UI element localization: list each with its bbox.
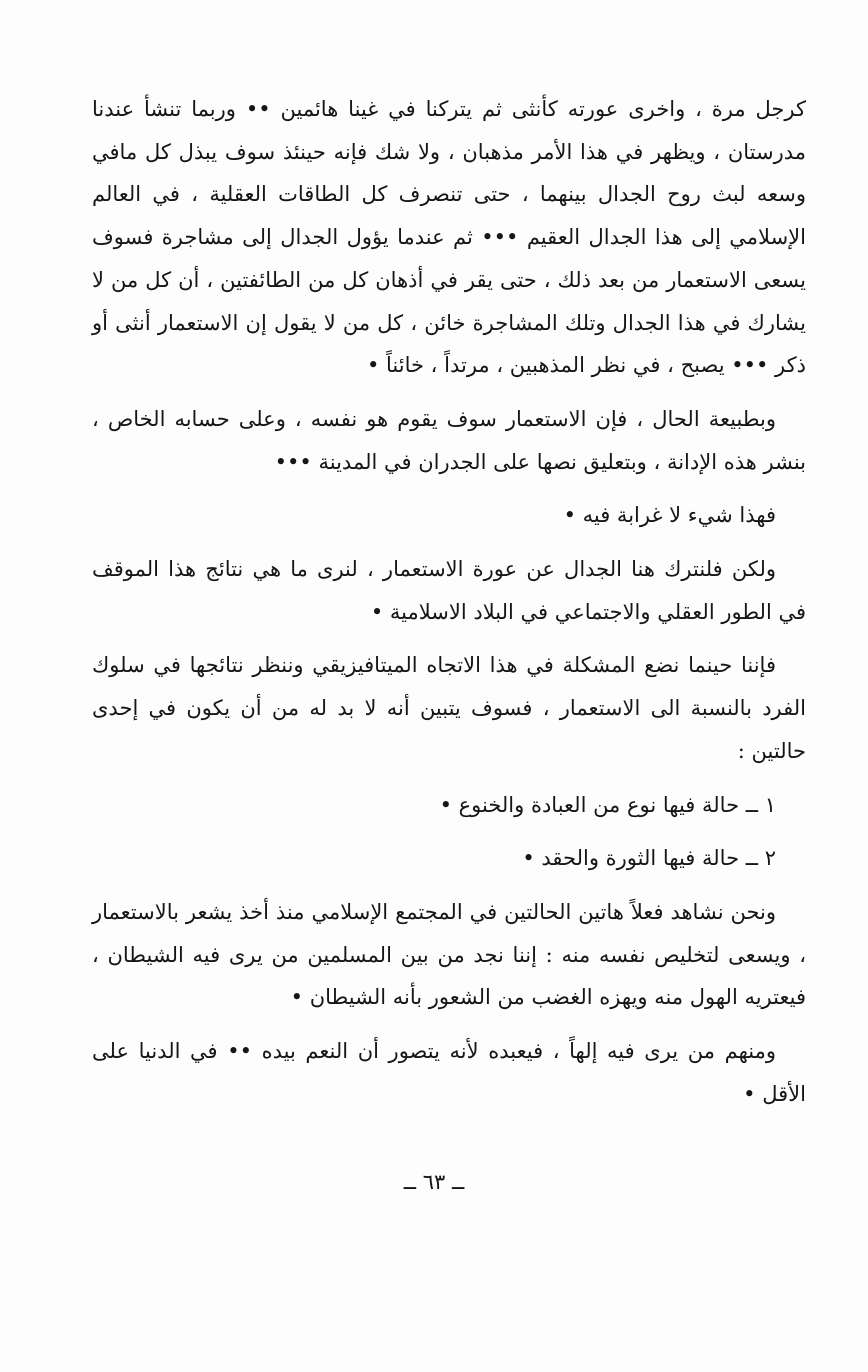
page-number: ــ ٦٣ ــ — [403, 1170, 465, 1194]
paragraph-6: ونحن نشاهد فعلاً هاتين الحالتين في المجتمع الإسلامي منذ أخذ يشعر بالاستعمار ، ويسعى لتخليص نفسه منه : إننا نجد من بين المسلمين من يرى فيه الشيطان ، فيعتريه الهول منه ويهزه الغضب من الشعور بأنه الشيطان • — [92, 899, 806, 1010]
body-text — [92, 88, 806, 1126]
paragraph-7: ومنهم من يرى فيه إلهاً ، فيعبده لأنه يتصور أن النعم بيده •• في الدنيا على الأقل • — [92, 1039, 806, 1106]
paragraph-3: فهذا شيء لا غرابة فيه • — [563, 503, 776, 528]
list-item-1: ١ ــ حالة فيها نوع من العبادة والخنوع • — [439, 792, 776, 817]
paragraph-1: كرجل مرة ، واخرى عورته كأنثى ثم يتركنا في غينا هائمين •• وربما تنشأ عندنا مدرستان ، ويظهر في هذا الأمر مذهبان ، ولا شك فإنه حينئذ سوف يبذل كل مافي وسعه لبث روح الجدال بينهما ، حتى تنصرف كل الطاقات العقلية ، في العالم الإسلامي إلى هذا الجدال العقيم ••• ثم عندما يؤول الجدال إلى مشاجرة فسوف يسعى الاستعمار من بعد ذلك ، حتى يقر في أذهان كل من الطائفتين ، أن كل من لا يشارك في هذا الجدال وتلك المشاجرة خائن ، كل من لا يقول إن الاستعمار أنثى أو ذكر ••• يصبح ، في نظر المذهبين ، مرتداً ، خائناً • — [92, 97, 806, 378]
paragraph-5: فإننا حينما نضع المشكلة في هذا الاتجاه الميتافيزيقي وننظر نتائجها في سلوك الفرد بالنسبة الى الاستعمار ، فسوف يتبين أنه لا بد له من أن يكون في إحدى حالتين : — [92, 653, 806, 763]
paragraph-2: وبطبيعة الحال ، فإن الاستعمار سوف يقوم هو نفسه ، وعلى حسابه الخاص ، بنشر هذه الإدانة ، وبتعليق نصها على الجدران في المدينة ••• — [92, 406, 806, 474]
paragraph-4: ولكن فلنترك هنا الجدال عن عورة الاستعمار ، لنرى ما هي نتائج هذا الموقف في الطور العقلي والاجتماعي في البلاد الاسلامية • — [92, 557, 806, 624]
list-item-2: ٢ ــ حالة فيها الثورة والحقد • — [522, 846, 776, 871]
